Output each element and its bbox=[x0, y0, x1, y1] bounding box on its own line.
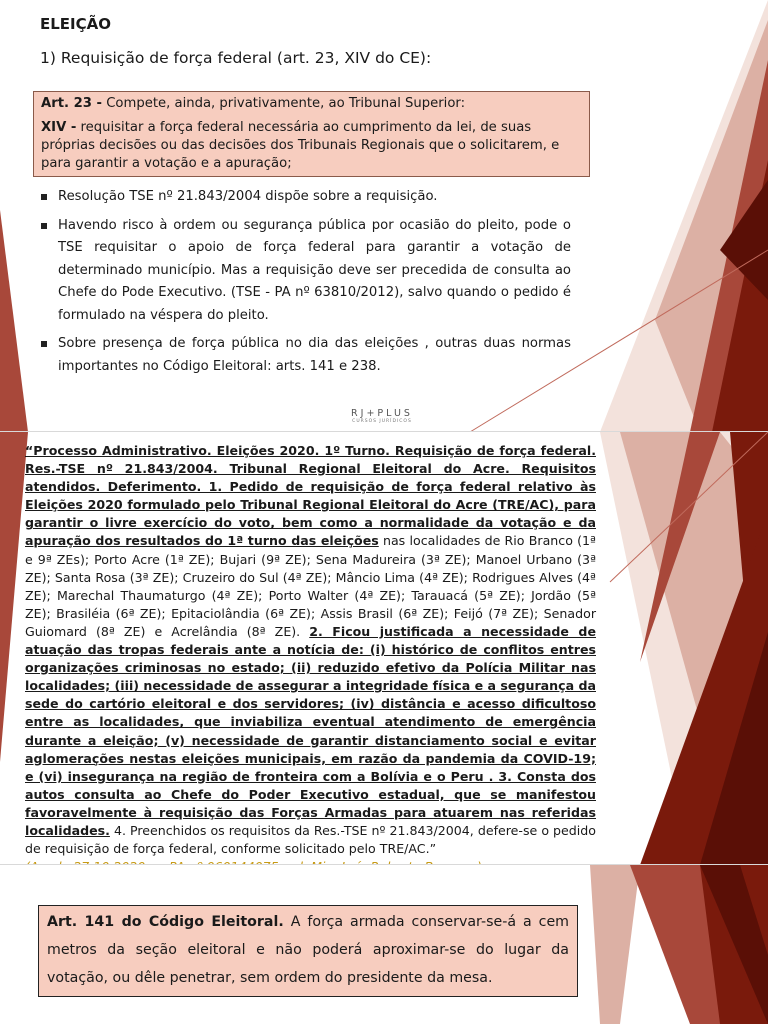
section-subtitle: 1) Requisição de força federal (art. 23, XIV do CE): bbox=[40, 49, 432, 67]
article-23-item-xiv bbox=[41, 119, 582, 173]
bullet-list bbox=[40, 186, 571, 384]
article-text: Compete, ainda, privativamente, ao Tribunal Superior: bbox=[102, 96, 466, 111]
brand-logo bbox=[342, 408, 422, 424]
item-label: XIV - bbox=[41, 120, 77, 135]
article-141-box bbox=[38, 905, 578, 997]
slide-1 bbox=[0, 0, 768, 432]
list-item bbox=[40, 333, 571, 378]
slide-2 bbox=[0, 432, 768, 865]
list-item-text: Sobre presença de força pública no dia das eleições , outras duas normas importantes no Código Eleitoral: arts. 141 e 238. bbox=[58, 336, 571, 374]
list-item bbox=[40, 215, 571, 328]
bullet-square-icon bbox=[41, 223, 47, 229]
article-141-label: Art. 141 do Código Eleitoral. bbox=[47, 914, 284, 930]
slide-3 bbox=[0, 865, 768, 1024]
article-23-heading bbox=[41, 95, 582, 113]
bullet-square-icon bbox=[41, 341, 47, 347]
article-23-box bbox=[33, 91, 590, 177]
article-label: Art. 23 - bbox=[41, 96, 103, 111]
quote-part-1: “Processo Administrativo. Eleições 2020. 1º Turno. Requisição de força federal. Res.-TSE nº 21.843/2004. Tribunal Regional Eleitoral do Acre. Requisitos atendidos. Deferimento. 1. Pedido de requisição de força federal relativo às Eleições 2020 formulado pelo Tribunal Regional Eleitoral do Acre (TRE/AC), para garantir o livre exercício do voto, bem como a normalidade da votação e da apuração dos resultados do 1ª turno das eleições bbox=[25, 443, 596, 549]
list-item-text: Havendo risco à ordem ou segurança pública por ocasião do pleito, pode o TSE requisitar o apoio de força federal para garantir a votação de determinado município. Mas a requisição deve ser precedida de consulta ao Chefe do Pode Executivo. (TSE - PA nº 63810/2012), salvo quando o pedido é formulado na véspera do pleito. bbox=[58, 217, 571, 323]
quote-part-3: 2. Ficou justificada a necessidade de atuação das tropas federais ante a notícia de: (i) histórico de conflitos entres organizações criminosas no estado; (ii) reduzido efetivo da Polícia Militar nas localidades; (iii) necessidade de assegurar a integridade física e a segurança da sede do cartório eleitoral e dos servidores; (iv) distância e acesso dificultoso entre as localidades, que inviabiliza eventual atendimento de emergência durante a eleição; (v) necessidade de garantir distanciamento social e evitar aglomerações nestas eleições municipais, em razão da pandemia da COVID-19; e (vi) insegurança na região de fronteira com a Bolívia e o Peru . 3. Consta dos autos consulta ao Chefe do Poder Executivo estadual, que se manifestou favoravelmente à requisição das Forças Armadas para atuarem nas referidas localidades. bbox=[25, 623, 596, 838]
quote-part-2: nas localidades de Rio Branco (1ª e 9ª ZEs); Porto Acre (1ª ZE); Bujari (9ª ZE); Sena Madureira (3ª ZE); Manoel Urbano (3ª ZE); Santa Rosa (3ª ZE); Cruzeiro do Sul (4ª ZE); Mâncio Lima (4ª ZE); Rodrigues Alves (4ª ZE); Marechal Thaumaturgo (4ª ZE); Porto Walter (4ª ZE); Tarauacá (5ª ZE); Jordão (5ª ZE); Brasiléia (6ª ZE); Epitaciolândia (6ª ZE); Assis Brasil (6ª ZE); Feijó (7ª ZE); Senador Guiomard (8ª ZE) e Acrelândia (8ª ZE). bbox=[25, 533, 596, 639]
logo-text: RJ+PLUS bbox=[351, 408, 413, 419]
item-text: requisitar a força federal necessária ao cumprimento da lei, de suas próprias decisões ou das decisões dos Tribunais Regionais que o solicitarem, e para garantir a votação e a apuração; bbox=[41, 120, 560, 171]
logo-subtext: CURSOS JURÍDICOS bbox=[352, 419, 412, 424]
list-item bbox=[40, 186, 571, 209]
quote-part-4: 4. Preenchidos os requisitos da Res.-TSE nº 21.843/2004, defere-se o pedido de requisição de força federal, conforme solicitado pelo TRE/AC.” bbox=[25, 822, 596, 857]
list-item-text: Resolução TSE nº 21.843/2004 dispõe sobre a requisição. bbox=[58, 189, 438, 204]
bullet-square-icon bbox=[41, 194, 47, 200]
article-141-text: A força armada conservar-se-á a cem metros da seção eleitoral e não poderá aproximar-se do lugar da votação, ou dêle penetrar, sem ordem do presidente da mesa. bbox=[47, 914, 569, 986]
section-title: ELEIÇÃO bbox=[40, 15, 112, 33]
jurisprudence-quote bbox=[25, 442, 596, 876]
